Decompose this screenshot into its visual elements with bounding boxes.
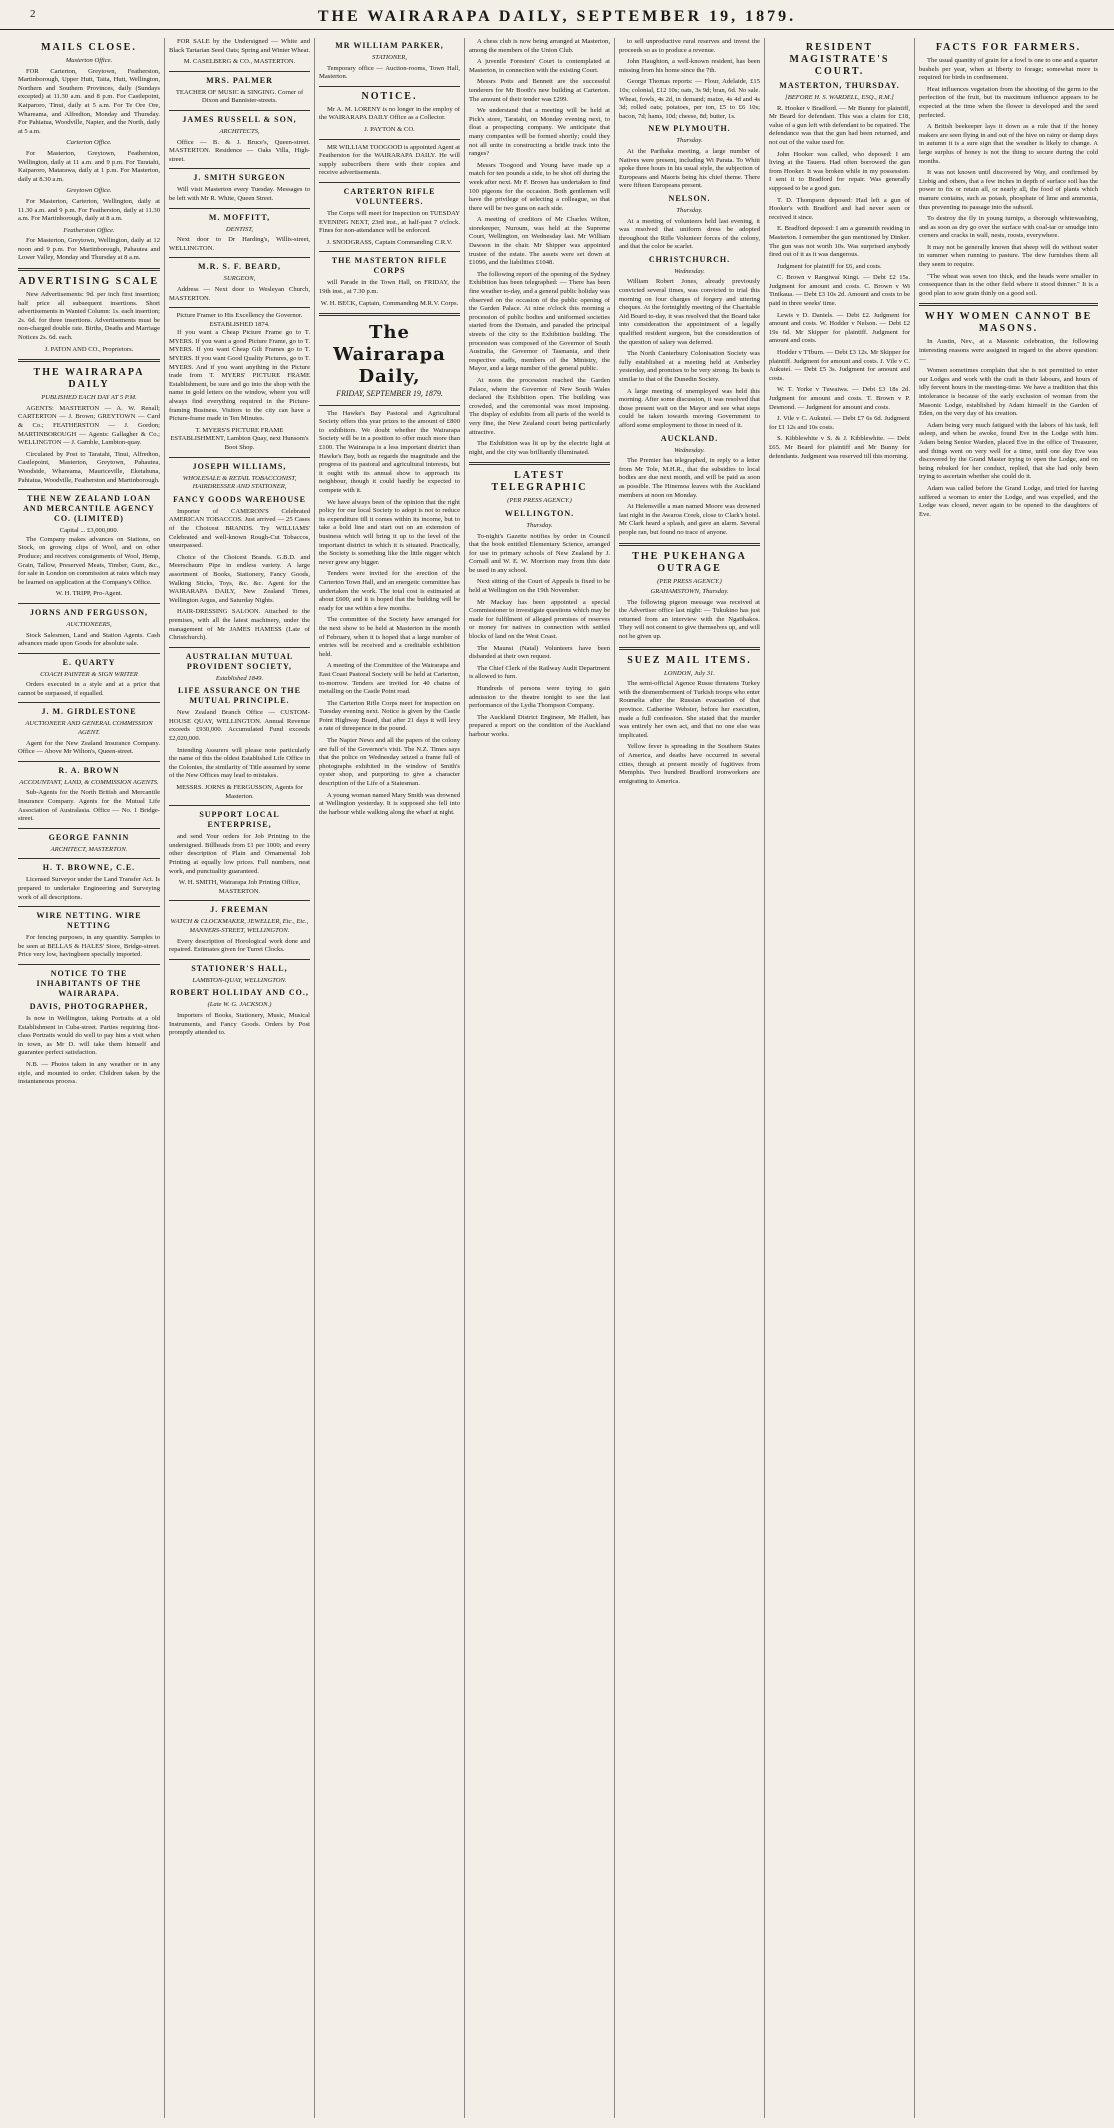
brown-subheading: ACCOUNTANT, LAND, & COMMISSION AGENTS. xyxy=(19,778,159,786)
greytown-office-heading: Greytown Office. xyxy=(66,187,112,195)
facts-paragraph: Heat influences vegetation from the shooting of the germ to the perfection of the fruit, but its maximum influence appears to be expected at the time when the flower is developed and the seed perfected. xyxy=(919,85,1098,119)
amp-heading: AUSTRALIAN MUTUAL PROVIDENT SOCIETY, xyxy=(185,651,294,671)
facts-paragraph: It may not be generally known that sheep will do without water in summer when running to pasture. The dew furnishes them all they seem to require. xyxy=(919,243,1098,269)
news-paragraph: John Haughton, a well-known resident, has been missing from his home since the 7th. xyxy=(619,58,760,74)
williams-heading: JOSEPH WILLIAMS, xyxy=(192,461,287,471)
christchurch-text: William Robert Jones, already previously convicted several times, was convicted to trial this morning on four charges of forgery and uttering cheques. At the fortnightly meeting of the Charitable Aid Board to-day, it was resolved that the Board take into consideration the appointment of a legally qualified resident surgeon, but the consideration of the question of salary was deferred. xyxy=(619,278,760,346)
nz-loan-sign: W. H. TRIPP, Pro-Agent. xyxy=(55,590,123,598)
williams-subheading: WHOLESALE & RETAIL TOBACCONIST, HAIRDRESSER AND STATIONER, xyxy=(182,474,297,491)
jorns-heading: JORNS AND FERGUSSON, xyxy=(29,607,148,617)
news-paragraph: The Exhibition was lit up by the electric light at night, and the city was brilliantly illuminated. xyxy=(469,440,610,456)
mails-heading: MAILS CLOSE. xyxy=(41,42,137,53)
masons-paragraph: Women sometimes complain that she is not permitted to enter our Lodges and work with the craft in their labours, and hours of idly fervent hours in the meeting-time. We have a tradition that this intolerance is because of the early exclusion of woman from the Masonic Lodge, established by Adam himself in the Garden of Eden, on the very day of his creation. xyxy=(919,367,1098,418)
telegram-paragraph: The Chief Clerk of the Railway Audit Department is allowed to furn. xyxy=(469,664,610,681)
carterton-rifles-sign: J. SNODGRASS, Captain Commanding C.R.V. xyxy=(326,238,453,246)
auckland-text-2: At Helensville a man named Moore was drowned last night in the Awaroa Creek, close to Clark's hotel. Mr Clark heard a splash, and gave an alarm. Several people ran, but found no trace of anyone. xyxy=(619,503,760,536)
brown-text: Sub-Agents for the North British and Mercantile Insurance Company. Agents for the Mutual Life Association of Australasia. Office — No. 1 Bridge-street. xyxy=(18,789,160,823)
amp-text: New Zealand Branch Office — CUSTOM-HOUSE QUAY, WELLINGTON. Annual Revenue exceeds £930,000. Accumulated Fund exceeds £2,020,000. xyxy=(169,709,310,743)
court-paragraph: R. Hooker v Bradford. — Mr Bunny for plaintiff, Mr Beard for defendant. This was a claim for £18, value of a gun left with defendant to be repaired. The defendance was that the gun had been returned, and not out of the value used for. xyxy=(769,104,910,146)
facts-heading: FACTS FOR FARMERS. xyxy=(935,42,1082,53)
moffitt-heading: M. MOFFITT, xyxy=(208,212,271,222)
davis-note: N.B. — Photos taken in any weather or in any style, and mounted to order. Children taken by the instantaneous process. xyxy=(18,1060,160,1086)
nz-loan-heading: THE NEW ZEALAND LOAN AND MERCANTILE AGENCY CO. (LIMITED) xyxy=(23,494,155,524)
facts-paragraph: A British beekeeper lays it down as a rule that if the honey makers are seen flying in and out of the hive on rainy or damp days in autumn it is a sure sign that the weather is likely to change. A large surplus of honey is not the thing to secure during the cold months. xyxy=(919,123,1098,165)
holliday-subheading: (Late W. G. JACKSON.) xyxy=(207,1001,272,1009)
court-paragraph: S. Kibblewhite v S. & J. Kibblewhite. — Debt £65. Mr Beard for plaintiff and Mr Bunny for defendants. Judgment was reserved till this morning. xyxy=(769,435,910,460)
auckland-text: The Premier has telegraphed, in reply to a letter from Mr Tole, M.H.R., that the subsidies to local bodies are due next month, and will be paid as soon as possible. The Hinemoa leaves with the Auckland members at noon on Monday. xyxy=(619,457,760,499)
frame-established: ESTABLISHED 1874. xyxy=(209,320,270,328)
suez-heading: SUEZ MAIL ITEMS. xyxy=(627,654,752,666)
parker-heading: MR WILLIAM PARKER, xyxy=(335,41,444,50)
masons-heading: WHY WOMEN CANNOT BE MASONS. xyxy=(924,311,1093,335)
freeman-heading: J. FREEMAN xyxy=(210,905,269,915)
carterton-rifles-heading: CARTERTON RIFLE VOLUNTEERS. xyxy=(343,186,436,206)
court-paragraph: T. D. Thompson deposed: Had left a gun of Hooker's with Bradford and had never seen or received it since. xyxy=(769,196,910,221)
quarty-text: Orders executed in a style and at a price that cannot be surpassed, if equalled. xyxy=(18,681,160,697)
suez-text-2: Yellow fever is spreading in the Southern States of America, and deaths have occurred in several cities, though at present mostly of fugitives from Memphis. Two hundred Bradford ironworkers are emigrating to America. xyxy=(619,743,760,785)
advertising-sign: J. PATON AND CO., Proprietors. xyxy=(44,345,134,353)
girdlestone-heading: J. M. GIRDLESTONE xyxy=(41,707,137,717)
news-paragraph: The following report of the opening of the Sydney Exhibition has been telegraphed: — There has been fine weather to-day, and a general public holiday was observed on the occasion of the public opening of the Garden Palace. At nine o'clock this morning a procession of public bodies and uniformed societies started from the Domain, and paraded the principal streets of the city to the Exhibition building. The procession was composed of the Governor of South Australia, the Governor of Tasmania, and their respective staffs, members of the Ministry, the Mayor, and a large number of the general public. xyxy=(469,270,610,373)
girdlestone-text: Agent for the New Zealand Insurance Company. Office — Above Mr Wilton's, Queen-street. xyxy=(18,739,160,756)
suez-day: LONDON, July 31. xyxy=(664,669,715,677)
russell-heading: JAMES RUSSELL & SON, xyxy=(182,114,297,124)
beard-subheading: SURGEON, xyxy=(223,275,256,283)
carterton-rifles-text: The Corps will meet for Inspection on TUESDAY EVENING NEXT, 23rd inst., at half-past 7 o'clock. Fines for non-attendance will be enforced. xyxy=(319,209,460,235)
circulation-text: Circulated by Post to Taratahi, Tinui, Alfredton, Castlepoint, Masterton, Greytown, Pahautea, Woodside, Whareama, Mauriceville, Eketahuna, Pahiatua, Woodville, Featherston and Martinborough. xyxy=(18,450,160,484)
masons-paragraph: In Austin, Nev., at a Masonic celebration, the following interesting reasons were assigned in regard to the above question: — xyxy=(919,338,1098,363)
rm-court-place: MASTERTON, THURSDAY. xyxy=(779,81,900,90)
browne-text: Licensed Surveyor under the Land Transfer Act. Is prepared to undertake Engineering and Surveying work of all descriptions. xyxy=(18,876,160,901)
pukehanga-place: GRAHAMSTOWN, Thursday. xyxy=(650,588,729,596)
nz-loan-capital: Capital ... £3,000,000. xyxy=(59,527,119,535)
davis-heading: DAVIS, PHOTOGRAPHER, xyxy=(29,1001,149,1011)
news-paragraph: At noon the procession reached the Garden Palace, where the Governor of New South Wales declared the Exhibition open. The building was crowded, and the ceremonial was most imposing. The display of exhibits from all parts of the world is very fine, the New Zealand court being particularly attractive. xyxy=(469,376,610,436)
palmer-heading: MRS. PALMER xyxy=(206,75,273,85)
support-sign: W. H. SMITH, Wairarapa Job Printing Office, MASTERTON. xyxy=(178,879,301,895)
news-paragraph: We understand that a meeting will be held at Pick's store, Taratahi, on Monday evening next, to float a prospecting company. We anticipate that many companies will be formed shortly; could they not all unite in constructing a bridle track into the ranges? xyxy=(469,107,610,158)
masterton-rifles-text: will Parade in the Town Hall, on FRIDAY, the 19th inst., at 7.30 p.m. xyxy=(319,279,460,295)
court-paragraph: W. T. Yorke v Tuwaiwa. — Debt £3 18s 2d. Judgment for amount and costs. T. Brown v P. Desmond. — Judgment for amount and costs. xyxy=(769,386,910,411)
court-paragraph: C. Brown v Rangiwaí Kingi. — Debt £2 15s. Judgment for amount and costs. C. Brown v Wi Tinikaua. — Debt £3 10s 2d. Amount and costs to be paid in three weeks' time. xyxy=(769,274,910,308)
holliday-text: Importers of Books, Stationery, Music, Musical Instruments, and Fancy Goods. Orders by Post promptly attended to. xyxy=(169,1011,310,1037)
leader-paragraph: We have always been of the opinion that the right policy for our local Society to adopt is not to reduce its expenditure till it comes within its income, but to take a bold line and start out on an extension of business which will bring it up to the level of the important district in which it is situated. Practically, the Society is something like the little nigger which never grew any bigger. xyxy=(319,498,460,566)
leader-paragraph: Tenders were invited for the erection of the Carterton Town Hall, and an energetic committee has undertaken the work. The total cost is estimated at about £600, and it is hoped that the building will be ready for use within a few months. xyxy=(319,570,460,612)
williams-text-3: HAIR-DRESSING SALOON. Attached to the premises, with all the latest machinery, under the management of Mr JAMES HAMESS (Late of Christchurch). xyxy=(169,608,310,642)
leader-paragraph: A young woman named Mary Smith was drowned at Wellington yesterday. It is supposed she fell into the harbour while walking along the wharf at night. xyxy=(319,791,460,816)
quarty-heading: E. QUARTY xyxy=(62,657,116,667)
news-paragraph: A meeting of creditors of Mr Charles Wilton, storekeeper, Nuroum, was held at the Supreme Court, Wellington, on Wednesday last. Mr William Dawson in the chair. Mr Shipper was appointed trustee of the estate. The assets were set down at £1096, and the liabilities £1048. xyxy=(469,216,610,267)
russell-subheading: ARCHITECTS, xyxy=(219,127,260,135)
court-paragraph: John Hooker was called, who deposed: I am living at the Taueru. Had often borrowed the gun from Hooker. It was broken while in my possession. I sent it to Bradford for repair. Was generally supposed to be a good gun. xyxy=(769,150,910,192)
frame-heading: Picture Framer to His Excellency the Governor. xyxy=(176,312,303,320)
nz-loan-text: The Company makes advances on Stations, on Stock, on growing clips of Wool, and on other Produce; and receives consignments of Wool, Hemp, Grain, Tallow, Preserved Meats, Timber, Gum, &c., for sale in London on commission at rates which may be learned on application at the Company's Office. xyxy=(18,535,160,586)
masthead: THE WAIRARAPA DAILY, SEPTEMBER 19, 1879. xyxy=(0,6,1114,30)
sale-sign: M. CASELBERG & CO., MASTERTON. xyxy=(183,58,296,66)
facts-paragraph: It was not known until discovered by Way, and confirmed by Liebig and others, that a few inches in depth of surface soil has the power to fix or retain all, or nearly all, the food of plants which manure contains, such as potash, phosphate of lime and ammonia, thus preventing its passage into the subsoil. xyxy=(919,169,1098,211)
news-paragraph: George Thomas reports: — Flour, Adelaide, £15 10s; colonial, £12 10s; oats, 3s 9d; bran, 6d. No sale. Wheat, fowls, 4s 2d, in demand; maize, 4s 4d and 4s 3d; rolled oats; potatoes, per ton, £5 to £6 10s; bacon, 7d; hams, 10d; cheese, 8d; butter, 1s. xyxy=(619,78,760,120)
column-7 xyxy=(914,38,1102,2118)
notice-heading: NOTICE. xyxy=(361,90,418,102)
support-heading: SUPPORT LOCAL ENTERPRISE, xyxy=(199,810,280,830)
auckland-day: Wednesday. xyxy=(674,446,705,454)
telegram-paragraph: Next sitting of the Court of Appeals is fixed to be held at Wellington on the 19th November. xyxy=(469,578,610,595)
myers-sign: T. MYERS'S PICTURE FRAME ESTABLISHMENT, Lambton Quay, next Hunsom's Boot Shop. xyxy=(170,426,309,451)
masterton-rifles-sign: W. H. BECK, Captain, Commanding M.R.V. Corps. xyxy=(320,299,459,307)
column-5 xyxy=(614,38,764,2118)
rm-court-heading: RESIDENT MAGISTRATE'S COURT. xyxy=(789,42,890,77)
carterton-mail-text: For Masterton, Greytown, Featherston, Wellington, daily at 11 a.m. and 9 p.m. For Taratahi, Kaiparoro, Matarawa, daily at 1 p.m. For Masterton, daily at 8.30 a.m. xyxy=(18,149,160,183)
moffitt-subheading: DENTIST, xyxy=(225,225,254,233)
leader-paragraph: The committee of the Society have arranged for the next show to be held at Masterton in the month of February, when it is hoped that a large number of entries will be received and a creditable exhibition held. xyxy=(319,616,460,658)
browne-heading: H. T. BROWNE, C.E. xyxy=(42,863,136,873)
court-paragraph: Hodder v T'Iburn. — Debt £3 12s. Mr Skipper for plaintiff. Judgment for amount and costs. J. Vile v C. Aukuteí. — Debt £5 3s. Judgment for amount and costs. xyxy=(769,349,910,382)
nelson-heading: NELSON. xyxy=(668,193,711,203)
advertising-text: New Advertisements: 9d. per inch first insertion; half price all subsequent insertions. Short advertisements in Wanted Column: 1s. each insertion; 2s. 6d. for three insertions. Advertisements must be non-charged double rate. Births, Deaths and Marriage Notices 2s. 6d. each. xyxy=(18,291,161,342)
telegram-paragraph: Hundreds of persons were trying to gain admission to the theatre tonight to see the last performance of the Lydia Thompson Company. xyxy=(469,685,610,710)
wellington-heading: WELLINGTON. xyxy=(504,508,575,518)
leader-paragraph: The Hawke's Bay Pastoral and Agricultural Society offers this year prizes to the amount of £800 to exhibitors. We doubt whether the Wairarapa Society will be in a position to offer much more than £100. The Wairarapa is a less important district than Hawke's Bay, both as regards the magnitude and the progress of its pastoral and agricultural interests, but it ought with its annual show to approach its neighbour, though it could hardly be expected to compete with it. xyxy=(319,409,460,495)
notice-text: Mr A. M. LORENY is no longer in the employ of the WAIRARAPA DAILY Office as a Collector. xyxy=(319,105,460,122)
pukehanga-text: The following pigeon message was received at the Advertiser office last night: — Tukukino has just returned from an interview with the Ngatihakos. They will not consent to give themselves up, and will not be given up. xyxy=(619,598,761,641)
wellington-day: Thursday. xyxy=(526,521,553,529)
holliday-heading: ROBERT HOLLIDAY AND CO., xyxy=(170,988,309,998)
daily-heading: THE WAIRARAPA DAILY xyxy=(33,367,145,391)
pukehanga-subheading: (PER PRESS AGENCY.) xyxy=(657,577,722,585)
court-paragraph: J. Vile v C. Aukuteí. — Debt £7 6s 6d. Judgment for £1 12s and 10s costs. xyxy=(769,415,910,431)
greytown-mail-text: For Masterton, Carterton, Wellington, daily at 11.30 a.m. and 9 p.m. For Featherston, daily at 11.30 a.m. For Martinborough, daily at 8 a.m. xyxy=(18,197,160,223)
editorial-date: FRIDAY, SEPTEMBER 19, 1879. xyxy=(336,389,443,399)
notice-inhabitants-heading: NOTICE TO THE INHABITANTS OF THE WAIRARAPA. xyxy=(36,968,142,998)
new-plymouth-heading: NEW PLYMOUTH. xyxy=(648,124,731,134)
featherston-mail-text: For Masterton, Greytown, Wellington, daily at 12 noon and 9 p.m. For Martinborough, Pahautea and Lower Valley, Monday and Thursday at 8 a.m. xyxy=(18,237,160,262)
editorial-title: The Wairarapa Daily, xyxy=(333,322,446,388)
auckland-heading: AUCKLAND. xyxy=(660,433,719,443)
editorial-title-block xyxy=(319,322,460,399)
page-number: 2 xyxy=(30,8,36,20)
news-paragraph: Messrs Potts and Bennett are the successful tenderers for Mr Booth's new building at Carterton. The amount of their tender was £299. xyxy=(469,78,610,103)
leader-paragraph: The Carterton Rifle Corps meet for inspection on Tuesday evening next. Notice is given by the Castle Point Highway Board, that after 21 days it will levy a rate of threepence in the pound. xyxy=(319,699,460,733)
fannin-heading: GEORGE FANNIN xyxy=(48,832,130,842)
moffitt-text: Next door to Dr Harding's, Willis-street, WELLINGTON. xyxy=(169,236,310,252)
facts-paragraph: The usual quantity of grain for a fowl is one to one and a quarter bushels per year, when at liberty to forage; somewhat more is required for birds in confinement. xyxy=(919,57,1098,82)
court-paragraph: Lewis v D. Daniels. — Debt £2. Judgment for amount and costs. W. Hodder v Nelson. — Debt £2 19s 6d. Mr Skipper for plaintiff. Judgment for amount and costs. xyxy=(769,311,910,345)
wire-text: For fencing purposes, in any quantity. Samples to be seen at BELLAS & HALES' Store, Bridge-street. Price very low, havingbeen specially imported. xyxy=(18,934,160,959)
quarty-subheading: COACH PAINTER & SIGN WRITER xyxy=(40,670,138,678)
news-paragraph: A juvenile Foresters' Court is contemplated at Masterton, in connection with the existing Court. xyxy=(469,58,610,74)
rm-court-before: [BEFORE H. S. WARDELL, ESQ., R.M.] xyxy=(785,94,894,101)
featherston-office-heading: Featherston Office. xyxy=(63,226,115,234)
jorns-text: Stock Salesmen, Land and Station Agents. Cash advances made upon Goods for absolute sale. xyxy=(18,631,160,648)
new-plymouth-text: At the Parihaka meeting, a large number of Natives were present, including Wi Parata. To Whiti spoke three hours in his usual style, the subjection of Europeans and Maoris being his chief theme. There were fifteen Europeans present. xyxy=(619,147,760,190)
stationers-heading: STATIONER'S HALL, xyxy=(191,963,288,973)
freeman-text: Every description of Horological work done and repaired. Estimates given for Turret Clocks. xyxy=(169,937,310,954)
facts-paragraph: To destroy the fly in young turnips, a thorough whitewashing, and as soon as dry go over the surface with coal-tar or smudge into corners and cracks in wall, nests, roosts, everywhere. xyxy=(919,215,1098,240)
court-paragraph: Judgment for plaintiff for £6, and costs. xyxy=(777,262,882,270)
amp-sign: MESSRS. JORNS & FERGUSSON, Agents for Masterton. xyxy=(176,784,303,800)
suez-text: The semi-official Agence Russe threatens Turkey with the dismemberment of Turkish troops who enter Roumelia after the Russian evacuation of that province. Catherine Webster, before her execution, made a full confession. She stated that the murder was entirely her own act, and that no one else was implicated. xyxy=(619,680,760,739)
new-plymouth-day: Thursday. xyxy=(676,137,703,145)
amp-established: Established 1849. xyxy=(215,674,264,682)
pukehanga-heading: THE PUKEHANGA OUTRAGE xyxy=(632,550,747,574)
court-paragraph: E. Bradford deposed: I am a gunsmith residing in Masterton. I remember the gun mentioned by Dinker. The gun was not worth 10s. Was surprised anybody fired out of it as it was dangerous. xyxy=(769,225,910,259)
telegram-paragraph: To-night's Gazette notifies by order in Council that the book entitled Elementary Science, arranged for use in primary schools of New Zealand by J. Cornall and W. E. W. Morrison may from this date be used in any school. xyxy=(469,532,610,574)
column-3 xyxy=(314,38,464,2118)
leader-paragraph: A meeting of the Committee of the Wairarapa and East Coast Pastoral Society will be held at Carterton, to-morrow. Tenders are invited for 40 chains of metalling on the Castle Point road. xyxy=(319,662,460,696)
williams-subheading-2: FANCY GOODS WAREHOUSE xyxy=(173,494,306,504)
daily-agents-text: AGENTS: MASTERTON — A. W. Renall; CARTERTON — J. Brown; GREYTOWN — Card & Co.; FEATHERSTON — J. Gordon; MARTINBOROUGH — Agents: Gallagher & Co.; WELLINGTON — J. Gamble, Lambton-quay. xyxy=(18,404,160,447)
masterton-mail-text: FOR Carterton, Greytown, Featherston, Martinborough, Upper Hutt, Taita, Hutt, Wellington, Northern and Southern Provinces, daily (Sundays excepted) at 11.30 a.m. and 8 p.m. For Castlepoint, Kaiparoro, Tinui, daily at 5 a.m. For Te Ore Ore, Whareama, and Alfredton, Monday and Thursday. For Pahiatua, Woodville, Napier, and the North, daily at 5 a.m. xyxy=(18,67,160,135)
carterton-office-heading: Carterton Office. xyxy=(66,139,112,147)
williams-text: Importer of CAMERON'S Celebrated AMERICAN TOBACCOS. Just arrived — 25 Cases of the Choicest BRANDS. Try WILLIAMS' Celebrated and well-known Rough-Cut Tobaccos, unsurpassed. xyxy=(169,507,310,550)
christchurch-text-2: The North Canterbury Colonisation Society was fully established at a meeting held at Amberley yesterday, and promises to be very strong. Its basis is similar to that of the Dunedin Society. xyxy=(619,350,760,383)
nelson-text: At a meeting of volunteers held last evening, it was resolved that uniform dress be adopted throughout the Rifle Volunteer forces of the colony, and that the color be scarlet. xyxy=(619,217,760,251)
smith-heading: J. SMITH SURGEON xyxy=(193,173,286,183)
telegraphic-heading: LATEST TELEGRAPHIC xyxy=(491,470,588,494)
brown-heading: R. A. BROWN xyxy=(58,765,120,775)
wire-heading: WIRE NETTING. WIRE NETTING xyxy=(36,911,142,931)
toogood-text: MR WILLIAM TOOGOOD is appointed Agent at Featherston for the WAIRARAPA DAILY. He will supply subscribers there with their copies and receive advertisements. xyxy=(319,143,460,177)
sale-text: FOR SALE by the Undersigned — White and Black Tartarian Seed Oats; Spring and Winter Wheat. xyxy=(169,38,310,54)
beard-heading: M.R. S. F. BEARD, xyxy=(198,262,281,272)
fannin-subheading: ARCHITECT, MASTERTON. xyxy=(50,845,128,853)
column-2 xyxy=(164,38,314,2118)
facts-paragraph: "The wheat was sown too thick, and the heads were smaller in consequence than in the other field where it stood thinner." It is a good plan to sow grain thinly on a good soil. xyxy=(919,272,1098,297)
smith-text: Will visit Masterton every Tuesday. Messages to be left with Mr R. White, Queen Street. xyxy=(169,186,310,202)
williams-text-2: Choice of the Choicest Brands. G.B.D. and Meerschaum Pipe in endless variety. A large assortment of Books, Stationery, Fancy Goods, Walking Sticks, Toys, &c. &c. Agent for the WAIRARAPA DAILY, New Zealand Times, Wellington Argus, and Saturday Nights. xyxy=(169,553,310,604)
column-4 xyxy=(464,38,614,2118)
masterton-office-heading: Masterton Office. xyxy=(65,57,113,64)
christchurch-heading: CHRISTCHURCH. xyxy=(648,254,731,264)
russell-text: Office — B. & J. Bruce's, Queen-street. MASTERTON. Residence — Oaks Villa, High-street. xyxy=(169,138,310,163)
notice-sign: J. PAYTON & CO. xyxy=(364,125,415,133)
leader-paragraph: The Napier News and all the papers of the colony are full of the Governor's visit. The N.Z. Times says that the police on Wednesday seized a frame full of photographs exhibited in the window of Smith's oyster shop, and purporting to give a character description of the Life of a Statesman. xyxy=(319,737,460,788)
telegram-paragraph: The Auckland District Engineer, Mr Hallett, has prepared a report on the condition of the Auckland harbour works. xyxy=(469,713,610,738)
parker-text: Temporary office — Auction-rooms, Town Hall, Masterton. xyxy=(319,64,460,81)
daily-subheading: PUBLISHED EACH DAY AT 5 P.M. xyxy=(41,394,137,402)
christchurch-text-3: A large meeting of unemployed was held this morning. After some discussion, it was resolved that those present wait on the Mayor and see what steps could be taken towards moving Government to afford some employment to those in need of it. xyxy=(619,387,760,429)
amp-text-2: Intending Assurers will please note particularly the name of this the oldest Established Life Office in the Colonies, the similarity of Title assumed by some of the New Offices may lead to mistakes. xyxy=(169,746,310,780)
freeman-subheading: WATCH & CLOCKMAKER, JEWELLER, Etc., Etc., MANNERS-STREET, WELLINGTON. xyxy=(170,918,309,934)
advertising-heading: ADVERTISING SCALE xyxy=(18,276,160,288)
telegram-paragraph: The Maunsi (Natal) Volunteers have been disbanded at their own request. xyxy=(469,644,610,661)
support-text: and send Your orders for Job Printing to the undersigned. Billheads from £1 per 1000; and every other description of Plain and Ornamental Job Printing at equally low prices. Full numbers, neat work, and punctuality guaranteed. xyxy=(169,833,310,875)
stationers-subheading: LAMBTON-QUAY, WELLINGTON. xyxy=(192,976,287,984)
telegraphic-subheading: (PER PRESS AGENCY.) xyxy=(507,497,572,505)
parker-subheading: STATIONER, xyxy=(372,54,407,61)
masons-paragraph: Adam was called before the Grand Lodge, and tried for having suffered a woman to enter the Lodge, and was expelled, and the Lodge was closed, never again to be opened to the daughters of Eve. xyxy=(919,484,1098,518)
masterton-rifles-heading: THE MASTERTON RIFLE CORPS xyxy=(331,256,448,276)
news-paragraph: A chess club is now being arranged at Masterton, among the members of the Union Club. xyxy=(469,38,610,54)
column-1 xyxy=(14,38,164,2118)
column-6 xyxy=(764,38,914,2118)
telegram-paragraph: Mr Mackay has been appointed a special Commissioner to investigate questions which may be made for fulfilment of alleged promises of reserves or money for natives in connection with settled blocks of land on the West Coast. xyxy=(469,598,610,641)
davis-text: Is now in Wellington, taking Portraits at a old Establishment in Cuba-street. Parties requiring first-class Portraits would do well to pay him a visit when in town, as Mr D. will take them himself and guarantee perfect satisfaction. xyxy=(18,1014,160,1057)
news-paragraph: to sell unproductive rural reserves and invest the proceeds so as to produce a revenue. xyxy=(619,38,760,54)
christchurch-day: Wednesday. xyxy=(674,267,705,275)
masons-paragraph: Adam being very much fatigued with the labors of his task, fell asleep, and when he awoke, found Eve in the Lodge with him. Adam being Senior Warden, placed Eve in the office of Treasurer, and things went on very well for a time, until one day Eve was discovered by the Grand Master trying to open the Lodge, and on being rebuked for her conduct, replied, that she had only been trying to ascertain whether she could do it. xyxy=(919,421,1098,481)
jorns-subheading: AUCTIONEERS, xyxy=(66,620,112,628)
myers-text: If you want a Cheap Picture Frame go to T. MYERS. If you want a good Picture Frame, go to T. MYERS. If you want Cheap Gilt Frames go to T. MYERS. If you want Good Quality Pictures, go to T. MYERS. And if you want anything in the Picture trade from T. MYERS' PICTURE FRAME Establishment, be sure and go into the shop with the name in gold letters on the window, where you will always find everything required in the Picture-framing Business. Visitors to the city can have a Picture-frame made in Ten Minutes. xyxy=(169,329,310,423)
nelson-day: Thursday. xyxy=(676,206,703,214)
palmer-text: TEACHER OF MUSIC & SINGING. Corner of Dixon and Bannister-streets. xyxy=(175,88,304,105)
beard-text: Address — Next door to Wesleyan Church, MASTERTON. xyxy=(169,285,310,302)
news-paragraph: Messrs Toogood and Young have made up a match for ten pounds a side, to be shot off during the week after next. Mr F. Brown has undertaken to find 100 pigeons for the occasion. Both gentlemen will have the privilege of selecting a colleague, so that there will be two guns on each side. xyxy=(469,161,610,212)
girdlestone-subheading: AUCTIONEER AND GENERAL COMMISSION AGENT. xyxy=(25,720,153,737)
amp-subheading: LIFE ASSURANCE ON THE MUTUAL PRINCIPLE. xyxy=(178,686,301,706)
